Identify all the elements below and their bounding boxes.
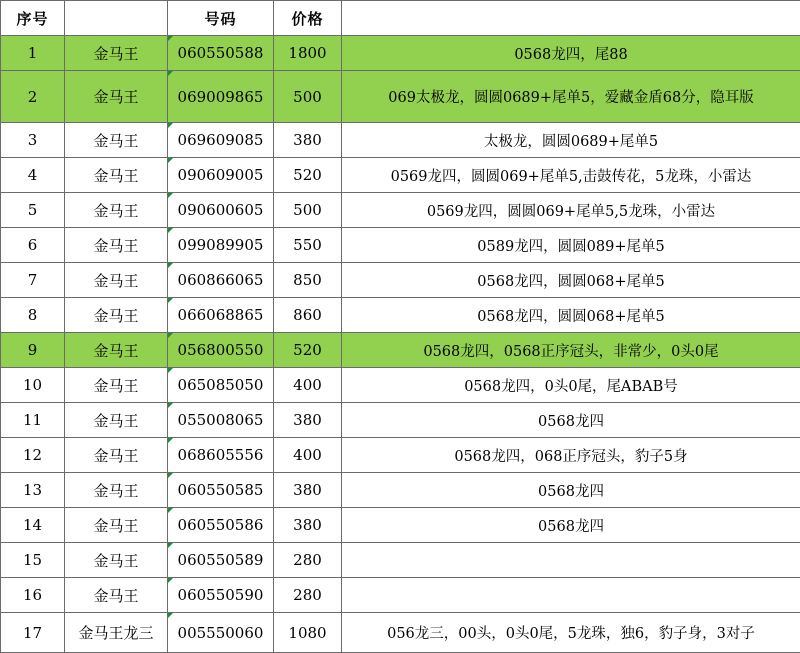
row-name-cell: 金马王 bbox=[65, 71, 168, 123]
row-name-cell: 金马王 bbox=[65, 578, 168, 613]
row-name-cell: 金马王 bbox=[65, 508, 168, 543]
table-row bbox=[1, 158, 800, 193]
table-row bbox=[1, 71, 800, 123]
table-row bbox=[1, 578, 800, 613]
row-note-cell bbox=[342, 578, 800, 613]
row-number-cell: 090600605 bbox=[168, 193, 274, 228]
row-price-cell: 1080 bbox=[274, 613, 342, 653]
row-name-cell: 金马王 bbox=[65, 298, 168, 333]
row-number-cell: 060550588 bbox=[168, 36, 274, 71]
row-index-cell: 14 bbox=[1, 508, 65, 543]
row-price-cell: 380 bbox=[274, 473, 342, 508]
row-price-cell: 380 bbox=[274, 508, 342, 543]
table-row bbox=[1, 123, 800, 158]
row-number-cell: 060550586 bbox=[168, 508, 274, 543]
row-price-cell: 500 bbox=[274, 193, 342, 228]
row-price-cell: 520 bbox=[274, 333, 342, 368]
row-price-cell: 380 bbox=[274, 123, 342, 158]
row-price-cell: 550 bbox=[274, 228, 342, 263]
row-number-cell: 005550060 bbox=[168, 613, 274, 653]
table-row bbox=[1, 438, 800, 473]
table-row bbox=[1, 368, 800, 403]
table-row bbox=[1, 403, 800, 438]
row-name-cell: 金马王 bbox=[65, 368, 168, 403]
row-price-cell: 520 bbox=[274, 158, 342, 193]
row-index-cell: 16 bbox=[1, 578, 65, 613]
row-note-cell: 0569龙四，圆圆069+尾单5,击鼓传花，5龙珠，小雷达 bbox=[342, 158, 800, 193]
row-name-cell: 金马王 bbox=[65, 473, 168, 508]
row-note-cell: 0568龙四，圆圆068+尾单5 bbox=[342, 263, 800, 298]
row-number-cell: 060866065 bbox=[168, 263, 274, 298]
row-name-cell: 金马王 bbox=[65, 228, 168, 263]
row-index-cell: 9 bbox=[1, 333, 65, 368]
row-note-cell: 0589龙四，圆圆089+尾单5 bbox=[342, 228, 800, 263]
row-price-cell: 860 bbox=[274, 298, 342, 333]
header-price: 价格 bbox=[274, 1, 342, 36]
row-name-cell: 金马王 bbox=[65, 403, 168, 438]
row-index-cell: 12 bbox=[1, 438, 65, 473]
row-index-cell: 11 bbox=[1, 403, 65, 438]
header-name bbox=[65, 1, 168, 36]
row-index-cell: 3 bbox=[1, 123, 65, 158]
row-index-cell: 7 bbox=[1, 263, 65, 298]
row-note-cell: 0568龙四，圆圆068+尾单5 bbox=[342, 298, 800, 333]
row-number-cell: 068605556 bbox=[168, 438, 274, 473]
header-note bbox=[342, 1, 800, 36]
row-price-cell: 500 bbox=[274, 71, 342, 123]
row-name-cell: 金马王 bbox=[65, 333, 168, 368]
row-note-cell: 0568龙四，0568正序冠头，非常少，0头0尾 bbox=[342, 333, 800, 368]
row-note-cell: 0568龙四，068正序冠头，豹子5身 bbox=[342, 438, 800, 473]
row-number-cell: 099089905 bbox=[168, 228, 274, 263]
row-number-cell: 060550589 bbox=[168, 543, 274, 578]
row-index-cell: 6 bbox=[1, 228, 65, 263]
row-index-cell: 8 bbox=[1, 298, 65, 333]
table-row bbox=[1, 613, 800, 653]
row-price-cell: 380 bbox=[274, 403, 342, 438]
row-name-cell: 金马王龙三 bbox=[65, 613, 168, 653]
row-note-cell: 0569龙四，圆圆069+尾单5,5龙珠，小雷达 bbox=[342, 193, 800, 228]
row-index-cell: 13 bbox=[1, 473, 65, 508]
row-note-cell: 0568龙四，0头0尾，尾ABAB号 bbox=[342, 368, 800, 403]
row-note-cell: 069太极龙，圆圆0689+尾单5，爱藏金盾68分，隐耳版 bbox=[342, 71, 800, 123]
row-note-cell bbox=[342, 543, 800, 578]
row-price-cell: 280 bbox=[274, 578, 342, 613]
row-price-cell: 400 bbox=[274, 368, 342, 403]
table-row bbox=[1, 36, 800, 71]
row-number-cell: 056800550 bbox=[168, 333, 274, 368]
row-name-cell: 金马王 bbox=[65, 193, 168, 228]
row-name-cell: 金马王 bbox=[65, 438, 168, 473]
row-index-cell: 1 bbox=[1, 36, 65, 71]
row-index-cell: 2 bbox=[1, 71, 65, 123]
row-name-cell: 金马王 bbox=[65, 158, 168, 193]
header-row bbox=[1, 1, 800, 36]
header-index: 序号 bbox=[1, 1, 65, 36]
row-number-cell: 066068865 bbox=[168, 298, 274, 333]
row-number-cell: 069609085 bbox=[168, 123, 274, 158]
table-row bbox=[1, 298, 800, 333]
row-name-cell: 金马王 bbox=[65, 543, 168, 578]
row-name-cell: 金马王 bbox=[65, 36, 168, 71]
row-index-cell: 15 bbox=[1, 543, 65, 578]
row-number-cell: 069009865 bbox=[168, 71, 274, 123]
row-price-cell: 1800 bbox=[274, 36, 342, 71]
row-name-cell: 金马王 bbox=[65, 123, 168, 158]
row-number-cell: 060550585 bbox=[168, 473, 274, 508]
row-price-cell: 400 bbox=[274, 438, 342, 473]
row-number-cell: 060550590 bbox=[168, 578, 274, 613]
row-price-cell: 850 bbox=[274, 263, 342, 298]
table-row bbox=[1, 473, 800, 508]
table-row bbox=[1, 543, 800, 578]
table-row bbox=[1, 193, 800, 228]
table-row bbox=[1, 228, 800, 263]
row-note-cell: 0568龙四 bbox=[342, 403, 800, 438]
table-row bbox=[1, 263, 800, 298]
row-note-cell: 0568龙四 bbox=[342, 473, 800, 508]
row-number-cell: 065085050 bbox=[168, 368, 274, 403]
row-note-cell: 0568龙四，尾88 bbox=[342, 36, 800, 71]
row-index-cell: 17 bbox=[1, 613, 65, 653]
row-index-cell: 10 bbox=[1, 368, 65, 403]
row-name-cell: 金马王 bbox=[65, 263, 168, 298]
row-price-cell: 280 bbox=[274, 543, 342, 578]
row-note-cell: 056龙三，00头，0头0尾，5龙珠，独6，豹子身，3对子 bbox=[342, 613, 800, 653]
row-index-cell: 5 bbox=[1, 193, 65, 228]
row-number-cell: 090609005 bbox=[168, 158, 274, 193]
row-index-cell: 4 bbox=[1, 158, 65, 193]
header-number: 号码 bbox=[168, 1, 274, 36]
table-row bbox=[1, 508, 800, 543]
table-row bbox=[1, 333, 800, 368]
row-note-cell: 太极龙，圆圆0689+尾单5 bbox=[342, 123, 800, 158]
row-number-cell: 055008065 bbox=[168, 403, 274, 438]
row-note-cell: 0568龙四 bbox=[342, 508, 800, 543]
table-body bbox=[1, 36, 800, 653]
